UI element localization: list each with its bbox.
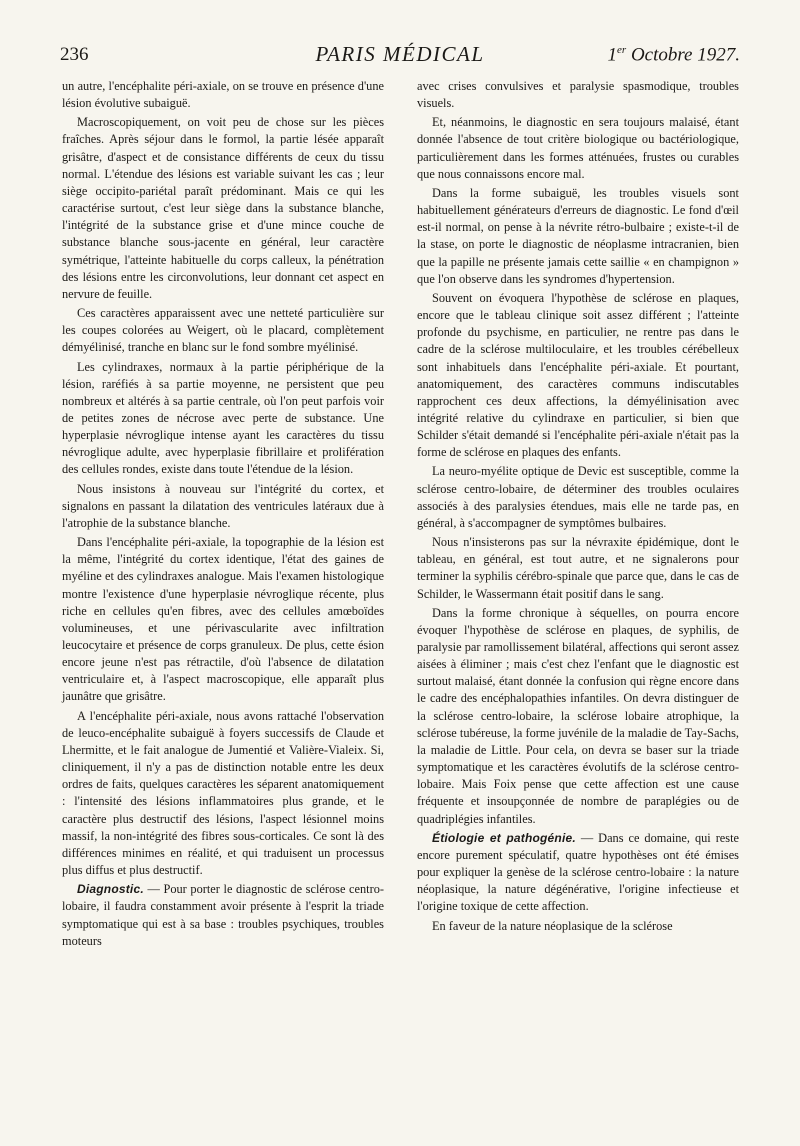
diagnostic-text: — Pour porter le diagnostic de sclérose centro-lobaire, il faudra constamment avoir présente à l'esprit la triade symptomatique qui est à sa base : troubles psychiques, troubles moteurs xyxy=(62,882,384,948)
paragraph: Souvent on évoquera l'hypothèse de sclérose en plaques, encore que le tableau clinique soit assez différent ; l'atteinte profonde du psychisme, en particulier, ne rentre pas dans le cadre de la sclérose multiloculaire, et les troubles cérébelleux sont inhabituels dans l'encéphalite péri-axiale. Et pourtant, anatomiquement, des caractères communs indiscutables rapprochent ces deux affections, la démyélinisation avec intégrité relative du cylindraxe en particulier, si bien que Schilder s'était demandé si l'encéphalite péri-axiale n'était pas la forme de sclérose en plaques des enfants. xyxy=(417,290,739,460)
date-day: 1 xyxy=(607,44,618,66)
page-number: 236 xyxy=(60,44,89,65)
paragraph: Dans la forme subaiguë, les troubles visuels sont habituellement générateurs d'erreurs de diagnostic. Le fond d'œil est-il normal, on pense à la névrite rétro-bulbaire ; existe-t-il de la stase, on porte le diagnostic de néoplasme intracranien, bien que la papille ne présente jamais cette saillie « en champignon » que l'on observe dans les syndromes d'hypertension. xyxy=(417,185,739,286)
paragraph: En faveur de la nature néoplasique de la sclérose xyxy=(432,918,673,933)
issue-date xyxy=(608,44,740,66)
paragraph: un autre, l'encéphalite péri-axiale, on se trouve en présence d'une lésion évolutive subaiguë. xyxy=(62,79,384,111)
paragraph: Nous insistons à nouveau sur l'intégrité du cortex, et signalons en passant la dilatation des ventricules latéraux due à l'atrophie de la substance blanche. xyxy=(62,481,384,530)
etiologie-heading: Étiologie et pathogénie. xyxy=(432,830,576,845)
paragraph: Macroscopiquement, on voit peu de chose sur les pièces fraîches. Après séjour dans le formol, la partie lésée apparaît grisâtre, d'aspect et de consistance différents de ceux du tissu normal. L'étendue des lésions est variable suivant les cas ; leur siège occipito-pariétal paraît prédominant. Mais ce qui les caractérise surtout, c'est leur siège dans la substance blanche, l'intégrité de la substance grise et d'une mince couche de substance blanche sous-jacente en général, leur caractère symétrique, l'atteinte habituelle du corps calleux, la pénétration des lésions entre les circonvolutions, leur donnant cet aspect en nervure de feuille. xyxy=(62,115,384,301)
date-rest: Octobre 1927. xyxy=(626,44,740,66)
date-superscript: er xyxy=(617,44,627,56)
page-header xyxy=(60,36,740,72)
etiologie-paragraph xyxy=(417,830,739,916)
paragraph: A l'encéphalite péri-axiale, nous avons rattaché l'observation de leuco-encéphalite subaiguë à foyers successifs de Claude et Lhermitte, et le fait analogue de Jumentié et Valière-Vialeix. Si, cliniquement, il n'y a pas de distinction notable entre les deux ordres de faits, quelques caractères les séparent anatomiquement : l'intensité des lésions inflammatoires plus grande, et le caractère plus destructif des lésions, l'aspect lésionnel moins massif, la non-intégrité des fibres sous-corticales. Ce sont là des différences minimes en réalité, et qui traduisent un processus plus diffus et plus destructif. xyxy=(62,708,384,878)
diagnostic-heading: Diagnostic. xyxy=(77,882,144,897)
diagnostic-paragraph xyxy=(62,881,384,950)
paragraph: Dans la forme chronique à séquelles, on pourra encore évoquer l'hypothèse de sclérose en plaques, de syphilis, de paralysie par ramollissement bilatéral, affections qui seront assez aisées à éliminer ; mais c'est chez l'enfant que le diagnostic est surtout malaisé, étant donnée la confusion qui règne encore dans le cadre des encéphalopathies infantiles. On devra distinguer de la sclérose centro-lobaire, la sclérose lobaire atrophique, la sclérose tubéreuse, la forme juvénile de la maladie de Tay-Sachs, la maladie de Little. Pour cela, on devra se baser sur la triade symptomatique et les caractères évolutifs de la sclérose centro-lobaire. Mais Foix pense que cette affection est une cause fréquente et insoupçonnée de nombre de paraplégies ou de quadriplégies infantiles. xyxy=(417,605,739,826)
paragraph: Les cylindraxes, normaux à la partie périphérique de la lésion, raréfiés à sa partie moyenne, ne persistent que peu nombreux et altérés à sa partie centrale, où l'on peut parfois voir de petites zones de nécrose avec perte de substance. Une hyperplasie névroglique intense ayant les caractères du tissu névroglique adulte, avec hyperplasie fibrillaire et prolifération des cellules rondes, existe dans toute l'étendue de la lésion. xyxy=(62,359,384,477)
paragraph: Dans l'encéphalite péri-axiale, la topographie de la lésion est la même, l'intégrité du cortex identique, l'état des gaines de myéline et des cylindraxes analogue. Mais l'examen histologique montre l'existence d'une hyperplasie névroglique récente, plus riche en cellules qu'en fibres, avec des cellules amœboïdes volumineuses, et une périvascularite avec infiltration leucocytaire et présence de corps granuleux. De plus, cette ésion encore jeune n'est pas rétractile, d'où l'absence de dilatation ventriculaire et, à l'aspect macroscopique, elle apparaît plus jaunâtre que grisâtre. xyxy=(62,535,384,704)
left-column xyxy=(62,78,384,952)
journal-title: PARIS MÉDICAL xyxy=(315,42,485,66)
paragraph: Et, néanmoins, le diagnostic en sera toujours malaisé, étant donnée l'absence de tout critère biologique ou bactériologique, particulièrement dans les formes atténuées, frustes ou curables que nous connaissons encore mal. xyxy=(417,115,739,181)
paragraph: avec crises convulsives et paralysie spasmodique, troubles visuels. xyxy=(417,79,739,111)
paragraph: Nous n'insisterons pas sur la névraxite épidémique, dont le tableau, en général, est tout autre, et ne signalerons pour terminer la syphilis cérébro-spinale que parce que, dans le cas de Schilder, le Wassermann était positif dans le sang. xyxy=(417,535,739,601)
paragraph: La neuro-myélite optique de Devic est susceptible, comme la sclérose centro-lobaire, de déterminer des troubles oculaires associés à des paralysies étendues, mais elle ne tarde pas, en général, à s'accompagner de symptômes bulbaires. xyxy=(417,464,739,530)
paragraph: Ces caractères apparaissent avec une netteté particulière sur les coupes colorées au Weigert, où le placard, complètement démyélinisé, tranche en blanc sur le fond sombre myélinisé. xyxy=(62,306,384,355)
etiologie-text: — Dans ce domaine, qui reste encore purement spéculatif, quatre hypothèses ont été émises pour expliquer la genèse de la sclérose centro-lobaire : la nature néoplasique, la nature dégénérative, l'origine infectieuse et l'origine toxique de cette affection. xyxy=(417,830,739,914)
right-column xyxy=(417,78,739,937)
